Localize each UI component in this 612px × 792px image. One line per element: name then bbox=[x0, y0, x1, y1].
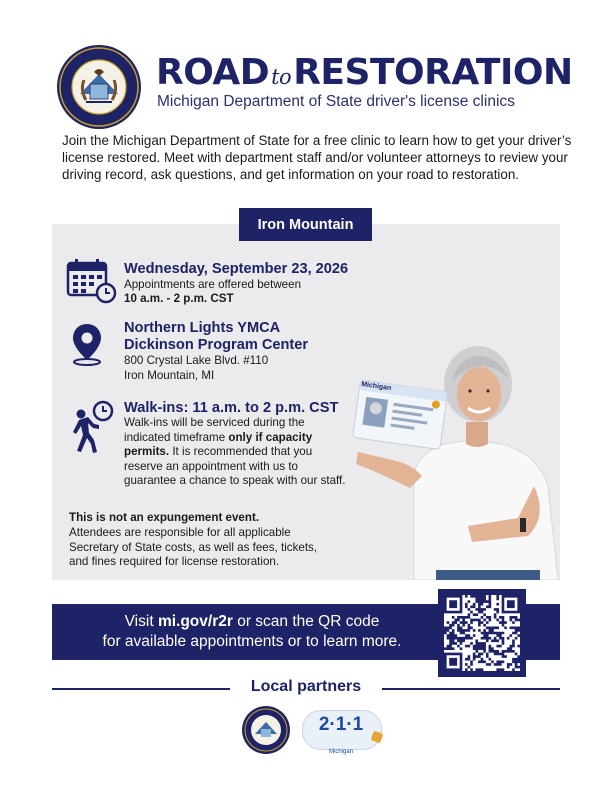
location-pin-icon bbox=[70, 322, 104, 366]
walkins-heading: Walk-ins: 11 a.m. to 2 p.m. CST bbox=[124, 400, 339, 416]
local-partners-heading: Local partners bbox=[250, 678, 362, 695]
calendar-clock-icon bbox=[66, 258, 118, 304]
banner-text bbox=[62, 612, 442, 652]
address-line2: Iron Mountain, MI bbox=[124, 369, 215, 382]
partner-211-sub: Michigan bbox=[328, 749, 353, 755]
qr-code-icon bbox=[444, 595, 520, 671]
not-expungement-notice: This is not an expungement event. bbox=[69, 511, 260, 524]
walking-person-clock-icon bbox=[66, 400, 114, 454]
costs-notice: Attendees are responsible for all applicable Secretary of State costs, as well as fees, tickets, and fines required for license restoration. bbox=[69, 526, 318, 568]
city-label: Iron Mountain bbox=[239, 208, 372, 241]
venue-name-line1: Northern Lights YMCA bbox=[124, 320, 281, 336]
title-to: to bbox=[271, 65, 292, 89]
walkins-text-part2: It is recommended that you reserve an appointment with us to guarantee a chance to speak with our staff. bbox=[124, 445, 346, 487]
page-subtitle: Michigan Department of State driver's license clinics bbox=[157, 93, 515, 110]
title-restoration: RESTORATION bbox=[293, 52, 573, 93]
venue-name-line2: Dickinson Program Center bbox=[124, 337, 309, 353]
appointments-time: 10 a.m. - 2 p.m. CST bbox=[124, 292, 234, 305]
appointments-text: Appointments are offered between bbox=[124, 278, 302, 291]
walkins-text-bold: only if capacity permits. bbox=[124, 430, 313, 458]
banner-post: or scan the QR code bbox=[232, 613, 380, 630]
title-road: ROAD bbox=[156, 52, 270, 93]
event-date: Wednesday, September 23, 2026 bbox=[124, 261, 349, 277]
walkins-text bbox=[124, 416, 352, 489]
banner-line2: for available appointments or to learn more. bbox=[102, 633, 402, 650]
partners-divider-left bbox=[52, 688, 230, 690]
michigan-sos-seal-icon bbox=[56, 44, 142, 130]
address-line1: 800 Crystal Lake Blvd. #110 bbox=[124, 354, 269, 367]
license-card-state: Michigan bbox=[360, 380, 392, 393]
qr-code[interactable] bbox=[444, 595, 520, 671]
walkins-text-part1: Walk-ins will be serviced during the indicated timeframe bbox=[124, 416, 305, 444]
partners-divider-right bbox=[382, 688, 560, 690]
intro-paragraph: Join the Michigan Department of State for a free clinic to learn how to get your driver’s license restored. Meet with department staff and/or volunteer attorneys to review your driving record, ask questions, and get information on your road to restoration. bbox=[62, 133, 572, 182]
woman-holding-license-photo bbox=[352, 336, 560, 580]
banner-pre: Visit bbox=[124, 613, 158, 630]
partner-sos-seal-icon bbox=[241, 705, 291, 755]
partner-211-text: 2·1·1 bbox=[318, 714, 364, 735]
banner-url-link[interactable]: mi.gov/r2r bbox=[157, 613, 233, 630]
page-title bbox=[156, 52, 573, 93]
